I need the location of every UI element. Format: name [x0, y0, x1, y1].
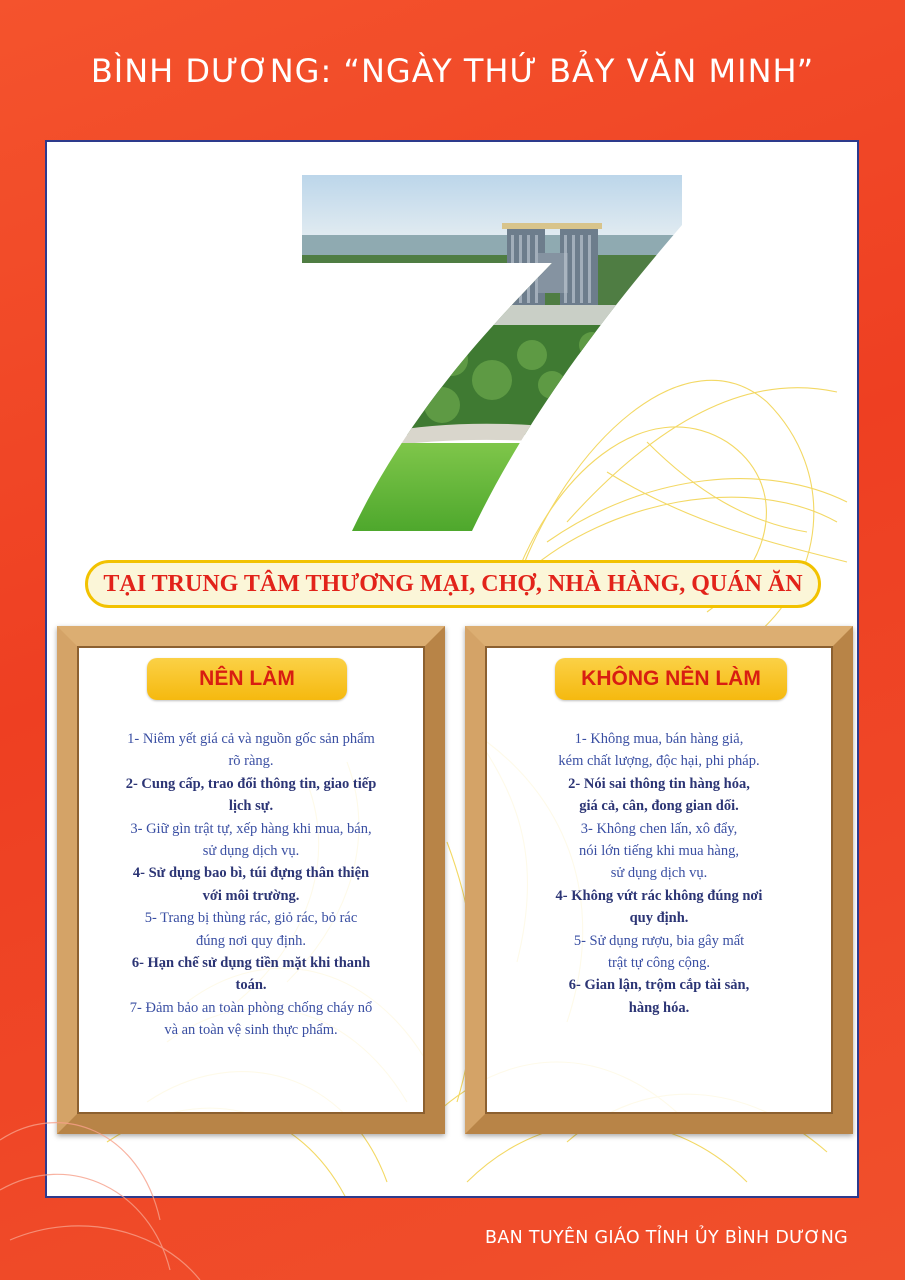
dont-item-5: 5- Sử dụng rượu, bia gây mất trật tự công cộng. — [573, 932, 745, 972]
do-item-2: 2- Cung cấp, trao đổi thông tin, giao tiếp lịch sự. — [125, 775, 377, 815]
red-lotus-decoration — [0, 1020, 300, 1280]
do-label: NÊN LÀM — [147, 658, 347, 700]
do-item-5: 5- Trang bị thùng rác, giỏ rác, bỏ rác đúng nơi quy định. — [144, 910, 358, 949]
do-list — [81, 728, 421, 1042]
do-item-6: 6- Hạn chế sử dụng tiền mặt khi thanh toán. — [131, 955, 371, 994]
dont-label: KHÔNG NÊN LÀM — [555, 658, 787, 700]
dont-list — [489, 728, 829, 1019]
dont-item-6: 6- Gian lận, trộm cắp tài sản, hàng hóa. — [568, 977, 750, 1016]
footer-organization: BAN TUYÊN GIÁO TỈNH ỦY BÌNH DƯƠNG — [485, 1228, 848, 1248]
do-item-7: 7- Đảm bảo an toàn phòng chống cháy nổ và an toàn vệ sinh thực phẩm. — [129, 999, 373, 1039]
do-item-1: 1- Niêm yết giá cả và nguồn gốc sản phẩm rõ ràng. — [127, 731, 375, 770]
section-heading: TẠI TRUNG TÂM THƯƠNG MẠI, CHỢ, NHÀ HÀNG, QUÁN ĂN — [85, 560, 821, 608]
do-item-4: 4- Sử dụng bao bì, túi đựng thân thiện với môi trường. — [132, 865, 370, 904]
dont-item-4: 4- Không vứt rác không đúng nơi quy định. — [555, 887, 763, 927]
dont-item-3: 3- Không chen lấn, xô đẩy, nói lớn tiếng khi mua hàng, sử dụng dịch vụ. — [579, 820, 739, 882]
dont-item-2: 2- Nói sai thông tin hàng hóa, giá cả, cân, đong gian dối. — [568, 775, 750, 815]
number-seven-landscape-graphic — [302, 175, 682, 531]
poster-title: BÌNH DƯƠNG: “NGÀY THỨ BẢY VĂN MINH” — [90, 52, 815, 90]
dont-item-1: 1- Không mua, bán hàng giả, kém chất lượng, độc hại, phi pháp. — [558, 731, 760, 770]
do-item-3: 3- Giữ gìn trật tự, xếp hàng khi mua, bán, sử dụng dịch vụ. — [130, 820, 372, 860]
dont-frame — [465, 626, 853, 1134]
